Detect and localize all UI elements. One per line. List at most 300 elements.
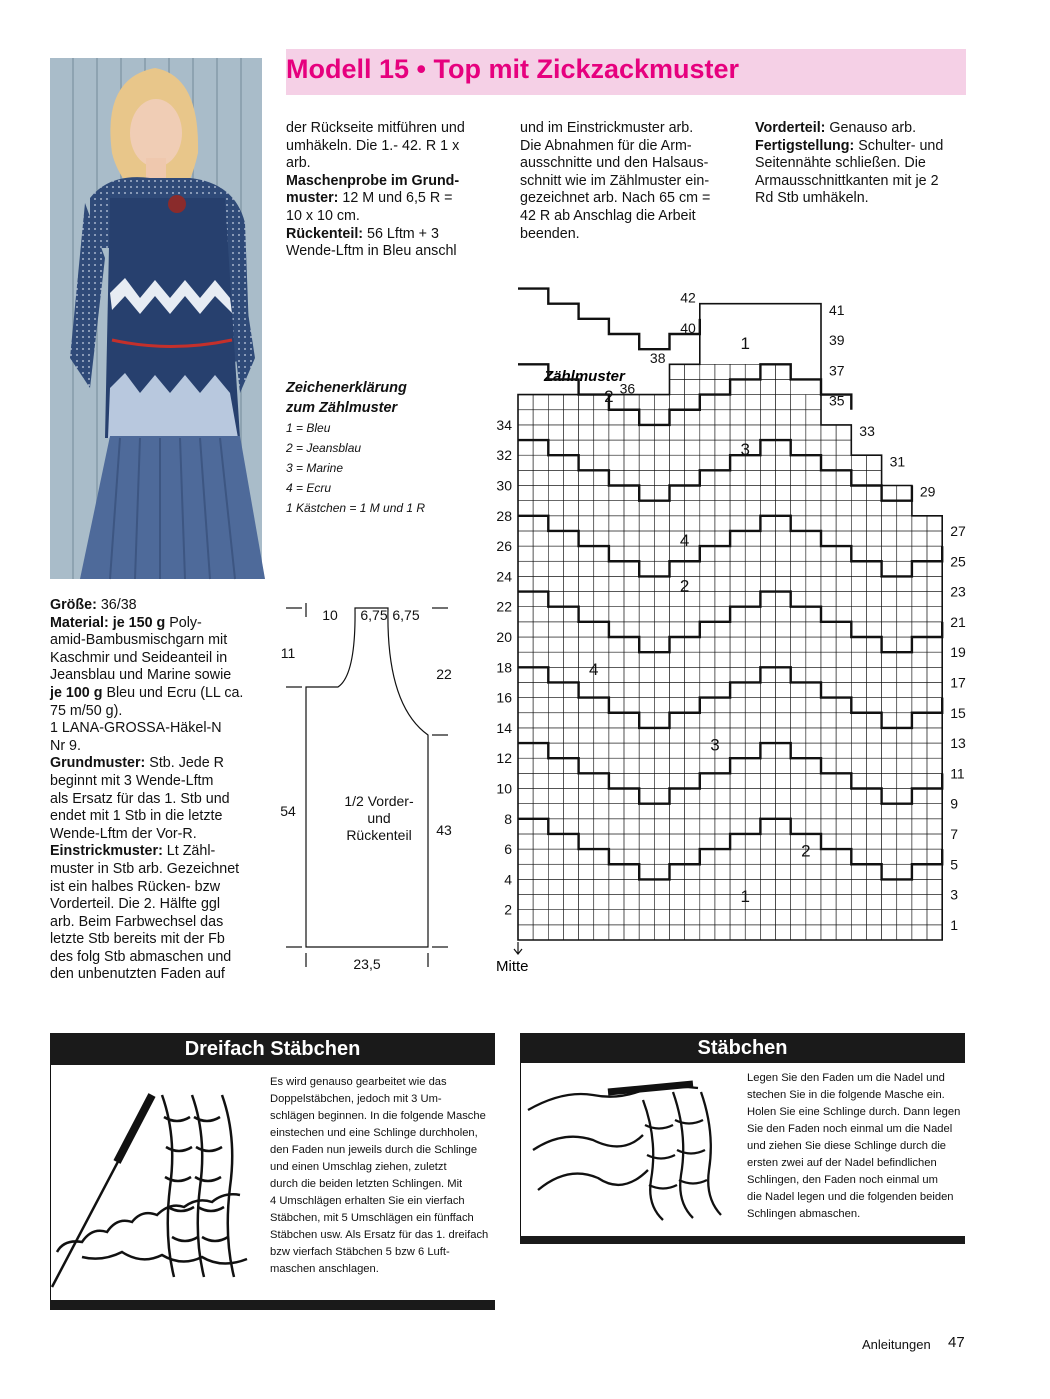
chart-cell (730, 834, 745, 849)
chart-cell (563, 470, 578, 485)
chart-cell (670, 410, 685, 425)
chart-cell (821, 758, 836, 773)
chart-cell (836, 667, 851, 682)
chart-cell (851, 652, 866, 667)
chart-cell (533, 561, 548, 576)
chart-cell (806, 637, 821, 652)
chart-cell (760, 622, 775, 637)
chart-cell (639, 395, 654, 410)
chart-cell (760, 925, 775, 940)
chart-cell (776, 895, 791, 910)
chart-cell (624, 773, 639, 788)
chart-cell (624, 516, 639, 531)
dim-label: 23,5 (353, 956, 381, 972)
chart-cell (700, 561, 715, 576)
chart-cell (670, 804, 685, 819)
chart-cell (791, 440, 806, 455)
chart-cell (639, 789, 654, 804)
chart-cell (882, 501, 897, 516)
chart-cell (760, 592, 775, 607)
chart-cell (912, 667, 927, 682)
chart-cell (760, 607, 775, 622)
text-line: die Nadel legen und die folgenden beiden (747, 1191, 954, 1203)
chart-cell (685, 379, 700, 394)
row-number: 21 (950, 613, 966, 630)
chart-cell (715, 576, 730, 591)
chart-cell (791, 607, 806, 622)
chart-cell (700, 652, 715, 667)
chart-cell (609, 576, 624, 591)
chart-cell (882, 849, 897, 864)
chart-cell (594, 607, 609, 622)
chart-cell (745, 925, 760, 940)
chart-cell (836, 682, 851, 697)
chart-cell (533, 758, 548, 773)
chart-cell (806, 501, 821, 516)
chart-cell (594, 501, 609, 516)
chart-cell (700, 773, 715, 788)
chart-cell (563, 395, 578, 410)
chart-cell (579, 531, 594, 546)
chart-cell (821, 622, 836, 637)
chart-cell (836, 531, 851, 546)
chart-cell (518, 698, 533, 713)
chart-cell (730, 789, 745, 804)
box-bottom-bar (50, 1300, 495, 1310)
chart-cell (518, 743, 533, 758)
text-line: amid-Bambusmischgarn mit (50, 632, 228, 649)
chart-cell (639, 879, 654, 894)
chart-cell (533, 804, 548, 819)
chart-cell (791, 652, 806, 667)
chart-cell (851, 501, 866, 516)
chart-cell (563, 758, 578, 773)
chart-cell (579, 516, 594, 531)
chart-cell (745, 773, 760, 788)
section-title: Dreifach Stäbchen (184, 1038, 361, 1060)
chart-cell (670, 440, 685, 455)
chart-cell (533, 410, 548, 425)
chart-cell (776, 773, 791, 788)
chart-cell (594, 910, 609, 925)
chart-cell (654, 410, 669, 425)
text-line: Kaschmir und Seideanteil in (50, 649, 228, 666)
row-number: 8 (504, 810, 512, 827)
chart-cell (533, 607, 548, 622)
box-border (50, 1065, 51, 1306)
chart-cell (776, 652, 791, 667)
label-fertigstellung: Fertigstellung: (755, 137, 855, 154)
chart-cell (912, 698, 927, 713)
chart-cell (836, 910, 851, 925)
chart-cell (760, 486, 775, 501)
chart-cell (927, 910, 942, 925)
row-number: 10 (496, 780, 512, 797)
chart-cell (670, 728, 685, 743)
chart-cell (745, 682, 760, 697)
text-line: schlägen beginnen. In die folgende Masche (270, 1110, 486, 1122)
chart-cell (927, 667, 942, 682)
chart-cell (700, 410, 715, 425)
chart-cell (594, 576, 609, 591)
text-line: Schlingen, den Faden noch einmal um (747, 1174, 938, 1186)
chart-cell (548, 546, 563, 561)
chart-cell (685, 728, 700, 743)
chart-cell (563, 501, 578, 516)
chart-cell (518, 410, 533, 425)
chart-cell (897, 576, 912, 591)
legend-item: 3 = Marine (286, 461, 344, 475)
chart-cell (518, 728, 533, 743)
chart-cell (670, 395, 685, 410)
chart-cell (654, 698, 669, 713)
chart-cell (639, 622, 654, 637)
chart-cell (670, 864, 685, 879)
chart-cell (533, 667, 548, 682)
chart-cell (745, 516, 760, 531)
chart-cell (897, 758, 912, 773)
chart-cell (533, 486, 548, 501)
chart-cell (715, 834, 730, 849)
chart-cell (518, 622, 533, 637)
chart-cell (548, 910, 563, 925)
chart-cell (821, 516, 836, 531)
row-number: 30 (496, 477, 512, 494)
chart-cell (912, 773, 927, 788)
chart-cell (548, 637, 563, 652)
chart-cell (851, 864, 866, 879)
chart-cell (518, 819, 533, 834)
chart-cell (791, 531, 806, 546)
chart-cell (609, 531, 624, 546)
chart-cell (776, 576, 791, 591)
chart-cell (791, 622, 806, 637)
chart-cell (806, 652, 821, 667)
chart-cell (821, 925, 836, 940)
chart-cell (730, 576, 745, 591)
chart-cell (700, 819, 715, 834)
chart-cell (882, 607, 897, 622)
row-number: 1 (950, 916, 958, 933)
chart-cell (851, 592, 866, 607)
chart-cell (806, 804, 821, 819)
chart-cell (912, 849, 927, 864)
chart-cell (548, 440, 563, 455)
chart-cell (670, 622, 685, 637)
chart-cell (836, 592, 851, 607)
chart-cell (760, 546, 775, 561)
chart-cell (882, 531, 897, 546)
chart-cell (791, 576, 806, 591)
chart-cell (791, 682, 806, 697)
chart-cell (654, 879, 669, 894)
text-line: 75 m/50 g). (50, 702, 123, 719)
chart-cell (882, 652, 897, 667)
text-line: Seitennähte schließen. Die (755, 155, 926, 172)
chart-cell (533, 637, 548, 652)
chart-cell (730, 607, 745, 622)
chart-cell (836, 713, 851, 728)
chart-cell (700, 910, 715, 925)
chart-cell (548, 561, 563, 576)
chart-cell (821, 576, 836, 591)
chart-cell (715, 682, 730, 697)
chart-cell (851, 789, 866, 804)
chart-cell (624, 804, 639, 819)
dim-label: 54 (280, 803, 296, 819)
footer-section: Anleitungen (862, 1337, 931, 1352)
chart-cell (685, 486, 700, 501)
chart-cell (700, 789, 715, 804)
chart-cell (730, 531, 745, 546)
chart-cell (624, 925, 639, 940)
chart-title: Zählmuster (544, 368, 625, 385)
chart-cell (609, 758, 624, 773)
chart-cell (776, 804, 791, 819)
chart-cell (882, 637, 897, 652)
chart-cell (533, 925, 548, 940)
chart-cell (912, 561, 927, 576)
chart-cell (670, 849, 685, 864)
chart-cell (866, 758, 881, 773)
chart-cell (548, 622, 563, 637)
chart-cell (897, 637, 912, 652)
chart-cell (791, 819, 806, 834)
chart-cell (518, 758, 533, 773)
chart-cell (639, 592, 654, 607)
chart-cell (836, 925, 851, 940)
chart-cell (548, 728, 563, 743)
chart-cell (776, 637, 791, 652)
text-line: einstechen und eine Schlinge durchholen, (270, 1127, 478, 1139)
text-line: Vorderteil. Die 2. Hälfte ggl (50, 896, 221, 913)
row-number: 11 (950, 765, 965, 782)
chart-cell (882, 728, 897, 743)
text-line: Genauso arb. (825, 120, 917, 136)
chart-cell (639, 652, 654, 667)
chart-cell (594, 592, 609, 607)
chart-cell (912, 758, 927, 773)
double-crochet-illustration (523, 1070, 733, 1230)
text-line: und einen Umschlag ziehen, zuletzt (270, 1161, 447, 1173)
chart-cell (821, 698, 836, 713)
chart-cell (821, 486, 836, 501)
chart-cell (760, 834, 775, 849)
chart-cell (836, 834, 851, 849)
chart-cell (548, 789, 563, 804)
chart-cell (851, 637, 866, 652)
chart-cell (882, 592, 897, 607)
chart-cell (745, 652, 760, 667)
chart-cell (836, 864, 851, 879)
chart-cell (639, 501, 654, 516)
chart-cell (624, 743, 639, 758)
row-number: 26 (496, 538, 512, 555)
chart-cell (563, 637, 578, 652)
chart-cell (700, 667, 715, 682)
chart-cell (548, 395, 563, 410)
chart-cell (685, 804, 700, 819)
chart-cell (821, 425, 836, 440)
text-line: arb. Beim Farbwechsel das (50, 913, 224, 930)
row-number: 35 (829, 392, 845, 409)
chart-cell (776, 789, 791, 804)
chart-cell (836, 486, 851, 501)
chart-cell (533, 773, 548, 788)
chart-cell (639, 925, 654, 940)
chart-cell (594, 546, 609, 561)
chart-cell (594, 531, 609, 546)
chart-cell (821, 455, 836, 470)
chart-cell (851, 895, 866, 910)
chart-cell (685, 758, 700, 773)
label-material: Material: (50, 614, 109, 631)
text-line: Wende-Lftm in Bleu anschl (286, 243, 457, 260)
chart-cell (700, 758, 715, 773)
chart-cell (700, 804, 715, 819)
chart-cell (700, 486, 715, 501)
chart-cell (654, 607, 669, 622)
chart-cell (745, 607, 760, 622)
chart-cell (563, 849, 578, 864)
chart-cell (609, 425, 624, 440)
dim-label: 11 (280, 645, 296, 661)
chart-cell (851, 819, 866, 834)
row-number: 17 (950, 674, 966, 691)
chart-cell (760, 667, 775, 682)
chart-cell (791, 561, 806, 576)
chart-cell (806, 925, 821, 940)
chart-cell (685, 698, 700, 713)
chart-cell (594, 819, 609, 834)
text-line: beginnt mit 3 Wende-Lftm (50, 772, 214, 789)
chart-cell (715, 804, 730, 819)
row-number: 32 (496, 447, 512, 464)
chart-cell (821, 470, 836, 485)
chart-cell (821, 531, 836, 546)
chart-cell (791, 713, 806, 728)
text-line: letzte Stb bereits mit der Fb (50, 931, 225, 948)
chart-cell (548, 758, 563, 773)
chart-cell (912, 607, 927, 622)
chart-cell (715, 698, 730, 713)
text-line: Sie den Faden noch einmal um die Nadel (747, 1123, 953, 1135)
chart-cell (654, 789, 669, 804)
dreifach-description (270, 1074, 494, 1278)
chart-cell (518, 455, 533, 470)
chart-cell (897, 864, 912, 879)
chart-cell (533, 864, 548, 879)
chart-cell (700, 622, 715, 637)
text-line: ersten zwei auf der Nadel befindlichen (747, 1157, 937, 1169)
chart-cell (730, 682, 745, 697)
chart-cell (821, 607, 836, 622)
chart-cell (791, 879, 806, 894)
chart-cell (685, 743, 700, 758)
chart-cell (609, 637, 624, 652)
chart-cell (730, 622, 745, 637)
chart-cell (927, 607, 942, 622)
chart-cell (609, 728, 624, 743)
chart-cell (670, 425, 685, 440)
chart-cell (745, 364, 760, 379)
chart-cell (760, 395, 775, 410)
chart-cell (548, 834, 563, 849)
chart-cell (624, 713, 639, 728)
chart-cell (654, 834, 669, 849)
chart-cell (897, 819, 912, 834)
chart-cell (836, 758, 851, 773)
chart-cell (791, 546, 806, 561)
chart-cell (730, 364, 745, 379)
chart-cell (594, 864, 609, 879)
materials-column (50, 597, 260, 984)
chart-cell (533, 743, 548, 758)
chart-cell (882, 834, 897, 849)
chart-cell (533, 622, 548, 637)
chart-cell (700, 470, 715, 485)
chart-cell (609, 713, 624, 728)
chart-cell (897, 789, 912, 804)
chart-cell (897, 743, 912, 758)
chart-cell (639, 834, 654, 849)
chart-cell (548, 743, 563, 758)
chart-cell (912, 864, 927, 879)
chart-cell (927, 743, 942, 758)
chart-cell (836, 516, 851, 531)
chart-cell (897, 516, 912, 531)
chart-cell (912, 789, 927, 804)
chart-cell (639, 410, 654, 425)
chart-cell (866, 470, 881, 485)
chart-cell (715, 531, 730, 546)
chart-cell (548, 773, 563, 788)
text-line: und ziehen Sie diese Schlinge durch die (747, 1140, 947, 1152)
page-title: Modell 15 • Top mit Zickzackmuster (286, 54, 740, 84)
chart-cell (851, 758, 866, 773)
chart-cell (806, 743, 821, 758)
chart-cell (927, 576, 942, 591)
chart-cell (806, 895, 821, 910)
chart-cell (866, 652, 881, 667)
chart-cell (927, 819, 942, 834)
chart-cell (851, 667, 866, 682)
chart-cell (851, 834, 866, 849)
chart-cell (639, 773, 654, 788)
text-line: arb. (286, 155, 311, 172)
text-line: Jeansblau und Marine sowie (50, 667, 232, 684)
chart-cell (700, 713, 715, 728)
chart-cell (518, 849, 533, 864)
chart-cell (639, 667, 654, 682)
schematic-outline (306, 608, 428, 947)
chart-cell (609, 925, 624, 940)
chart-cell (654, 637, 669, 652)
chart-cell (685, 789, 700, 804)
chart-cell (912, 713, 927, 728)
chart-cell (806, 531, 821, 546)
chart-cell (836, 728, 851, 743)
label-maschenprobe: Maschenprobe im Grund- (286, 172, 460, 189)
legend-item: 1 = Bleu (286, 421, 331, 435)
chart-cell (836, 622, 851, 637)
chart-cell (866, 819, 881, 834)
chart-cell (654, 743, 669, 758)
chart-cell (700, 925, 715, 940)
schematic-label: Rückenteil (346, 827, 412, 843)
text-line: gezeichnet arb. Nach 65 cm = (520, 190, 711, 207)
chart-cell (927, 879, 942, 894)
